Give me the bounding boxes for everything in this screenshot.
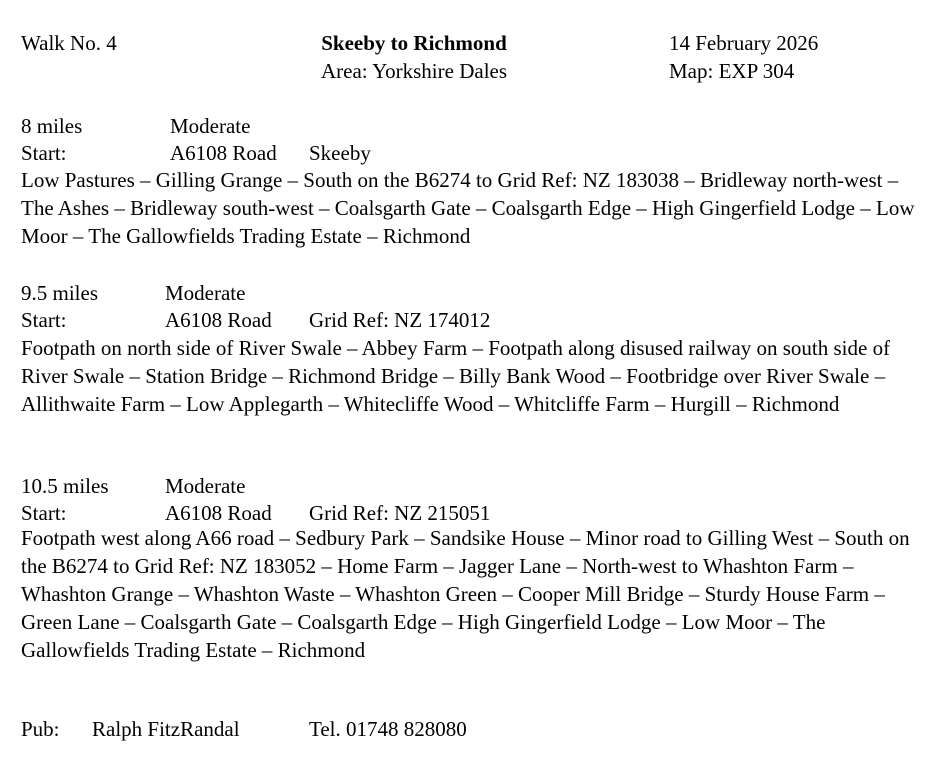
- route-difficulty: Moderate: [170, 114, 251, 138]
- walk-area: Area: Yorkshire Dales: [320, 59, 508, 83]
- walk-date-block: [669, 33, 818, 82]
- pub-name: Ralph FitzRandal: [92, 717, 240, 741]
- walk-map: Map: EXP 304: [669, 59, 795, 83]
- route-difficulty: Moderate: [165, 281, 246, 305]
- walk-title: Skeeby to Richmond: [321, 31, 507, 55]
- walk-number: Walk No. 4: [21, 31, 117, 55]
- route-start-road: A6108 Road: [170, 141, 277, 165]
- route-distance-row: [21, 476, 561, 503]
- route-start-detail: Grid Ref: NZ 215051: [309, 501, 491, 525]
- route-distance: 10.5 miles: [21, 474, 109, 498]
- route-start-road: A6108 Road: [165, 308, 272, 332]
- route-9-5-miles-meta: [21, 283, 561, 337]
- route-start-detail: Skeeby: [309, 141, 371, 165]
- route-9-5-miles-description: Footpath on north side of River Swale – Abbey Farm – Footpath along disused railway on south side of River Swale – Station Bridge – Richmond Bridge – Billy Bank Wood – Footbridge over River Swale – Allithwaite Farm – Low Applegarth – Whitecliffe Wood – Whitcliffe Farm – Hurgill – Richmond: [21, 336, 891, 416]
- route-start-label: Start:: [21, 501, 67, 525]
- route-distance-row: [21, 116, 521, 143]
- walk-date: 14 February 2026: [669, 31, 819, 55]
- route-start-row: [21, 310, 561, 337]
- route-10-5-miles-description: Footpath west along A66 road – Sedbury Park – Sandsike House – Minor road to Gilling West – South on the B6274 to Grid Ref: NZ 183052 – Home Farm – Jagger Lane – North-west to Whashton Farm – Whashton Grange – Whashton Waste – Whashton Green – Cooper Mill Bridge – Sturdy House Farm – Green Lane – Coalsgarth Gate – Coalsgarth Edge – High Gingerfield Lodge – Low Moor – The Gallowfields Trading Estate – Richmond: [21, 526, 910, 662]
- route-8-miles-description: Low Pastures – Gilling Grange – South on the B6274 to Grid Ref: NZ 183038 – Bridleway north-west – The Ashes – Bridleway south-west – Coalsgarth Gate – Coalsgarth Edge – High Gingerfield Lodge – Low Moor – The Gallowfields Trading Estate – Richmond: [21, 168, 915, 248]
- pub-label: Pub:: [21, 717, 60, 741]
- route-difficulty: Moderate: [165, 474, 246, 498]
- route-10-5-miles-meta: [21, 476, 561, 530]
- route-start-label: Start:: [21, 141, 67, 165]
- walk-title-block: [304, 33, 524, 82]
- pub-info: [21, 717, 621, 741]
- route-distance: 9.5 miles: [21, 281, 98, 305]
- pub-telephone: Tel. 01748 828080: [309, 717, 467, 741]
- route-start-road: A6108 Road: [165, 501, 272, 525]
- route-distance: 8 miles: [21, 114, 83, 138]
- route-distance-row: [21, 283, 561, 310]
- route-8-miles-meta: [21, 116, 521, 170]
- route-start-detail: Grid Ref: NZ 174012: [309, 308, 491, 332]
- route-start-label: Start:: [21, 308, 67, 332]
